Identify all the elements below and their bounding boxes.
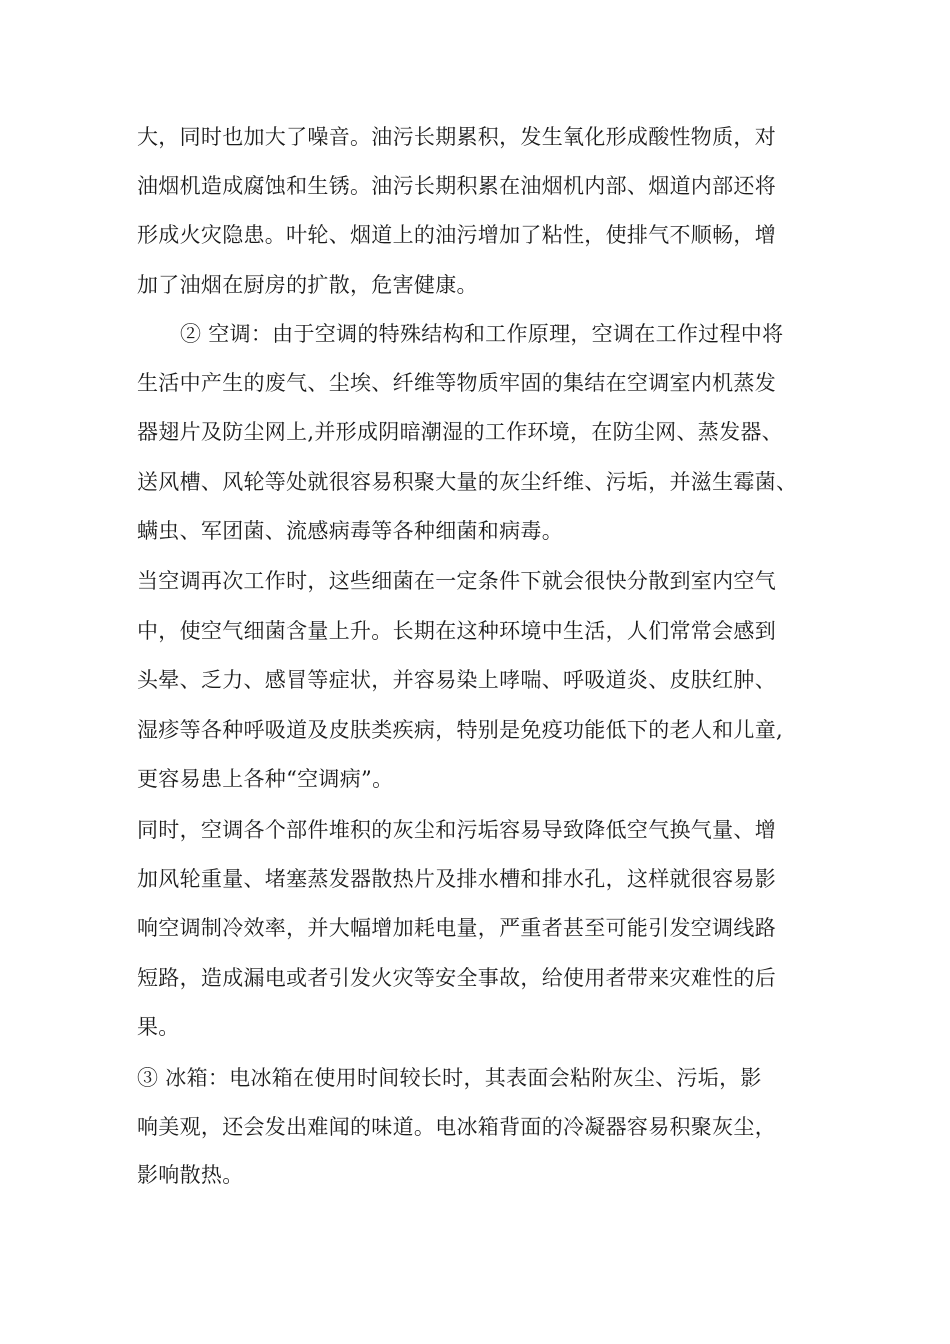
paragraph-line: 影响散热。 — [137, 1163, 244, 1187]
paragraph-line: 短路，造成漏电或者引发火灾等安全事故，给使用者带来灾难性的后 — [137, 966, 776, 990]
paragraph-line: 湿疹等各种呼吸道及皮肤类疾病，特别是免疫功能低下的老人和儿童, — [137, 718, 783, 742]
paragraph-line: 同时，空调各个部件堆积的灰尘和污垢容易导致降低空气换气量、增 — [137, 818, 776, 842]
paragraph-line: 头晕、乏力、感冒等症状，并容易染上哮喘、呼吸道炎、皮肤红肿、 — [137, 668, 776, 692]
paragraph-line: 器翅片及防尘网上,并形成阴暗潮湿的工作环境，在防尘网、蒸发器、 — [137, 420, 783, 444]
paragraph-line: 更容易患上各种“空调病”。 — [137, 767, 394, 791]
paragraph-line: 果。 — [137, 1015, 180, 1039]
paragraph-line: 形成火灾隐患。叶轮、烟道上的油污增加了粘性，使排气不顺畅，增 — [137, 223, 776, 247]
paragraph-line: 当空调再次工作时，这些细菌在一定条件下就会很快分散到室内空气 — [137, 569, 776, 593]
paragraph-line: 油烟机造成腐蚀和生锈。油污长期积累在油烟机内部、烟道内部还将 — [137, 174, 776, 198]
paragraph-line: 响空调制冷效率，并大幅增加耗电量，严重者甚至可能引发空调线路 — [137, 916, 776, 940]
paragraph-line: 加风轮重量、堵塞蒸发器散热片及排水槽和排水孔，这样就很容易影 — [137, 867, 776, 891]
paragraph-line: 生活中产生的废气、尘埃、纤维等物质牢固的集结在空调室内机蒸发 — [137, 371, 776, 395]
paragraph-line: 中，使空气细菌含量上升。长期在这种环境中生活，人们常常会感到 — [137, 619, 776, 643]
paragraph-line: 响美观，还会发出难闻的味道。电冰箱背面的冷凝器容易积聚灰尘， — [137, 1115, 776, 1139]
paragraph-line: 加了油烟在厨房的扩散，危害健康。 — [137, 273, 478, 297]
paragraph-line: ③ 冰箱：电冰箱在使用时间较长时，其表面会粘附灰尘、污垢，影 — [137, 1066, 762, 1090]
paragraph-line: 送风槽、风轮等处就很容易积聚大量的灰尘纤维、污垢，并滋生霉菌、 — [137, 470, 798, 494]
paragraph-line: 螨虫、军团菌、流感病毒等各种细菌和病毒。 — [137, 519, 563, 543]
paragraph-line: ② 空调：由于空调的特殊结构和工作原理，空调在工作过程中将 — [180, 322, 784, 346]
paragraph-line: 大，同时也加大了噪音。油污长期累积，发生氧化形成酸性物质，对 — [137, 125, 776, 149]
